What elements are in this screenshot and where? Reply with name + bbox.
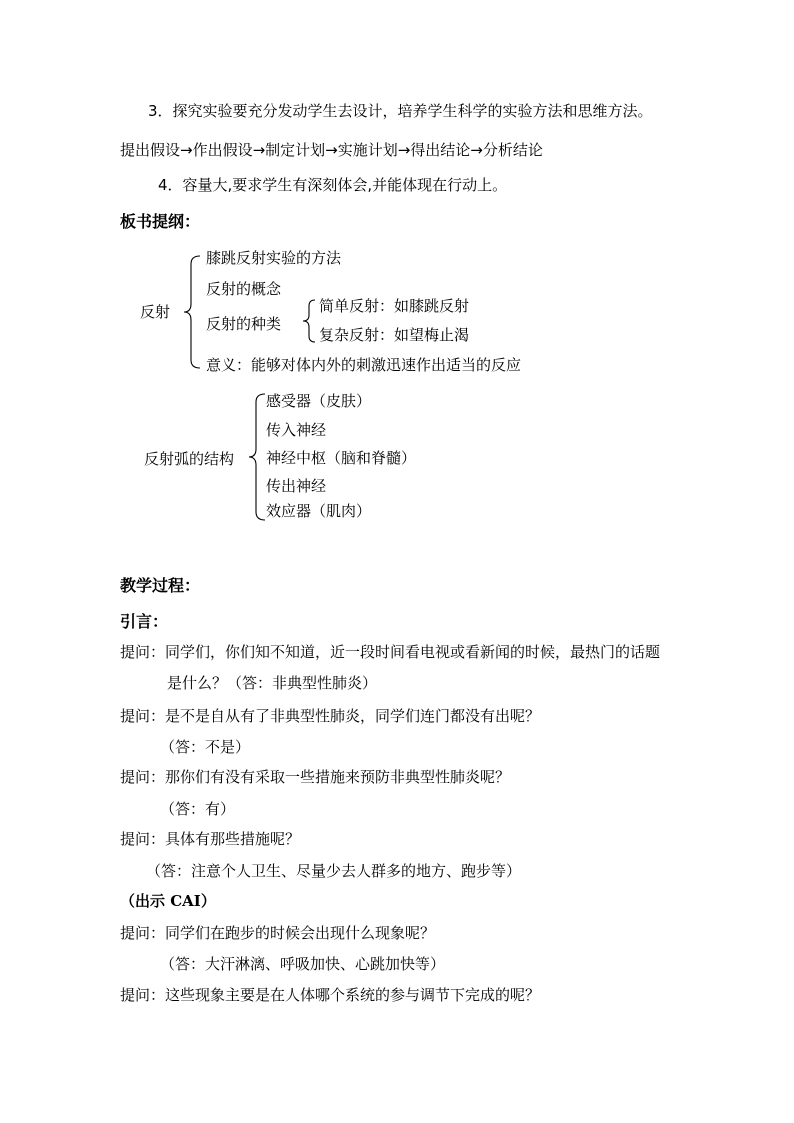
arc-label: 反射弧的结构 [144,450,235,468]
arc-item-afferent: 传入神经 [266,421,327,439]
arc-item-center: 神经中枢（脑和脊髓） [266,449,417,467]
process-heading: 教学过程： [120,576,201,595]
question-line: 提问：那你们有没有采取一些措施来预防非典型性肺炎呢？ [120,768,511,786]
reflex-item-method: 膝跳反射实验的方法 [206,249,342,267]
intro-label: 引言： [120,612,169,631]
question-line: 提问：同学们在跑步的时候会出现什么现象呢？ [120,924,436,942]
reflex-types-brace [298,298,318,344]
reflex-brace [180,254,204,370]
reflex-type-simple: 简单反射：如膝跳反射 [319,297,470,315]
process-steps: 提出假设→作出假设→制定计划→实施计划→得出结论→分析结论 [120,141,543,159]
arc-brace [244,392,268,522]
reflex-item-significance: 意义：能够对体内外的刺激迅速作出适当的反应 [206,356,522,374]
answer-line: 是什么？（答：非典型性肺炎） [167,674,378,692]
reflex-item-concept: 反射的概念 [206,280,282,298]
reflex-type-complex: 复杂反射：如望梅止渴 [319,326,470,344]
question-line: 提问：这些现象主要是在人体哪个系统的参与调节下完成的呢？ [120,986,541,1004]
question-line: 提问：是不是自从有了非典型性肺炎，同学们连门都没有出呢？ [120,707,541,725]
question-line: 提问：同学们，你们知不知道，近一段时间看电视或看新闻的时候，最热门的话题 [120,643,661,661]
reflex-label: 反射 [140,303,171,321]
answer-line: （答：注意个人卫生、尽量少去人群多的地方、跑步等） [146,862,522,880]
outline-heading: 板书提纲： [120,212,201,231]
question-line: 提问：具体有那些措施呢？ [120,830,301,848]
answer-line: （答：不是） [160,738,251,756]
answer-line: （答：有） [160,800,236,818]
arc-item-efferent: 传出神经 [266,477,327,495]
arc-item-receptor: 感受器（皮肤） [266,392,372,410]
reflex-item-types: 反射的种类 [206,315,282,333]
show-cai-note: （出示 CAI） [120,892,216,910]
item-4: 4．容量大,要求学生有深刻体会,并能体现在行动上。 [158,176,508,194]
item-3: 3．探究实验要充分发动学生去设计，培养学生科学的实验方法和思维方法。 [148,102,653,120]
answer-line: （答：大汗淋漓、呼吸加快、心跳加快等） [160,955,446,973]
arc-item-effector: 效应器（肌肉） [266,502,372,520]
